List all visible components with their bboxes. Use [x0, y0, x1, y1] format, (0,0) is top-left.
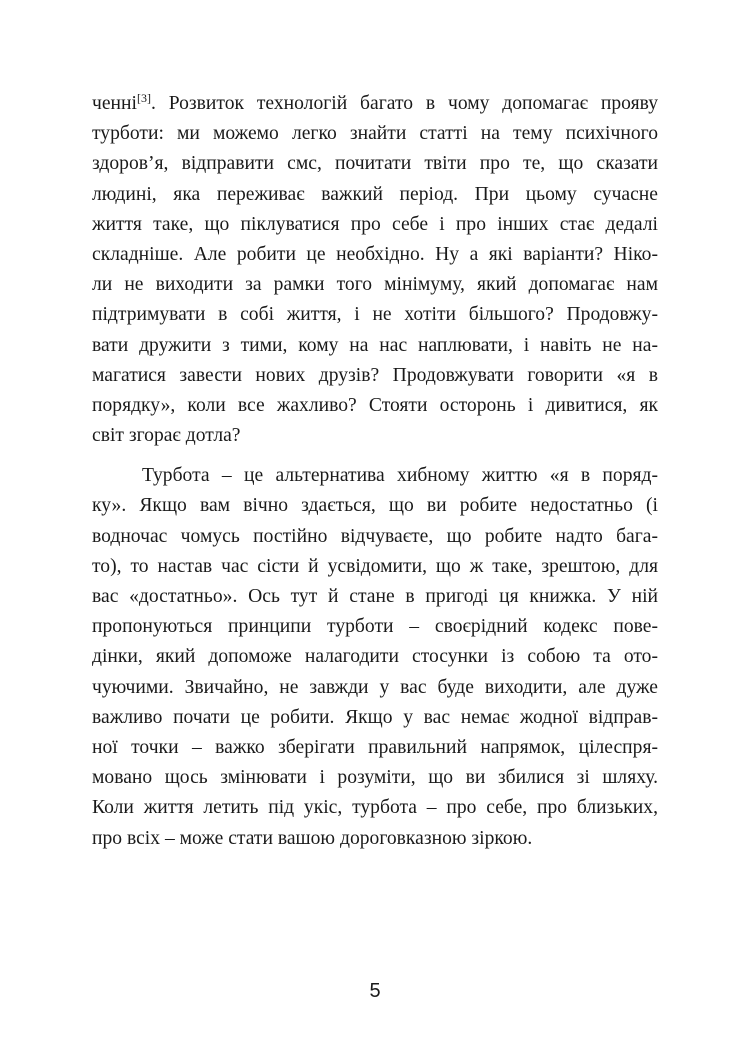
- text-line: складніше. Але робити це необхідно. Ну а які варіанти? Ніко-: [92, 243, 658, 265]
- text-line: життя таке, що піклуватися про себе і про інших стає дедалі: [92, 213, 658, 235]
- text-line: дінки, який допоможе налагодити стосунки із собою та ото-: [92, 646, 658, 668]
- text-fragment: ченні: [92, 93, 137, 114]
- text-line: світ згорає дотла?: [92, 425, 241, 447]
- text-line: чуючими. Звичайно, не завжди у вас буде виходити, але дуже: [92, 676, 658, 698]
- paragraph-1: [92, 89, 658, 451]
- text-line: мовано щось змінювати і розуміти, що ви збилися зі шляху.: [92, 767, 658, 789]
- page-number: 5: [369, 980, 381, 1002]
- text-line: Коли життя летить під укіс, турбота – про себе, про близьких,: [92, 797, 658, 819]
- text-line: підтримувати в собі життя, і не хотіти більшого? Продовжу-: [92, 304, 658, 326]
- text-line: людині, яка переживає важкий період. При цьому сучасне: [92, 183, 658, 205]
- footnote-reference[interactable]: [3]: [136, 91, 151, 105]
- text-line: важливо почати це робити. Якщо у вас немає жодної відправ-: [92, 706, 658, 728]
- text-line: водночас чомусь постійно відчуваєте, що робите надто бага-: [92, 525, 658, 547]
- text-line: Турбота – це альтернатива хибному життю «я в поряд-: [142, 465, 658, 487]
- text-fragment: . Розвиток технологій багато в чому допомагає прояву: [150, 93, 658, 114]
- text-line: про всіх – може стати вашою дороговказною зіркою.: [92, 827, 533, 849]
- body-text: [92, 89, 658, 854]
- text-line: порядку», коли все жахливо? Стояти осторонь і дивитися, як: [92, 394, 658, 416]
- text-line: [92, 89, 658, 119]
- text-line: здоров’я, відправити смс, почитати твіти про те, що сказати: [92, 153, 658, 175]
- text-line: то), то настав час сісти й усвідомити, що ж таке, зрештою, для: [92, 555, 658, 577]
- text-line: турботи: ми можемо легко знайти статті на тему психічного: [92, 123, 658, 145]
- text-line: магатися завести нових друзів? Продовжувати говорити «я в: [92, 364, 658, 386]
- text-line: ли не виходити за рамки того мінімуму, який допомагає нам: [92, 274, 658, 296]
- text-line: вати дружити з тими, кому на нас наплювати, і навіть не на-: [92, 334, 658, 356]
- text-line: пропонуються принципи турботи – своєрідний кодекс пове-: [92, 616, 658, 638]
- text-line: вас «достатньо». Ось тут й стане в пригоді ця книжка. У ній: [92, 586, 658, 607]
- paragraph-2: [92, 461, 658, 853]
- text-line: ної точки – важко зберігати правильний напрямок, цілеспря-: [92, 736, 658, 758]
- text-line: ку». Якщо вам вічно здається, що ви робите недостатньо (і: [92, 495, 658, 517]
